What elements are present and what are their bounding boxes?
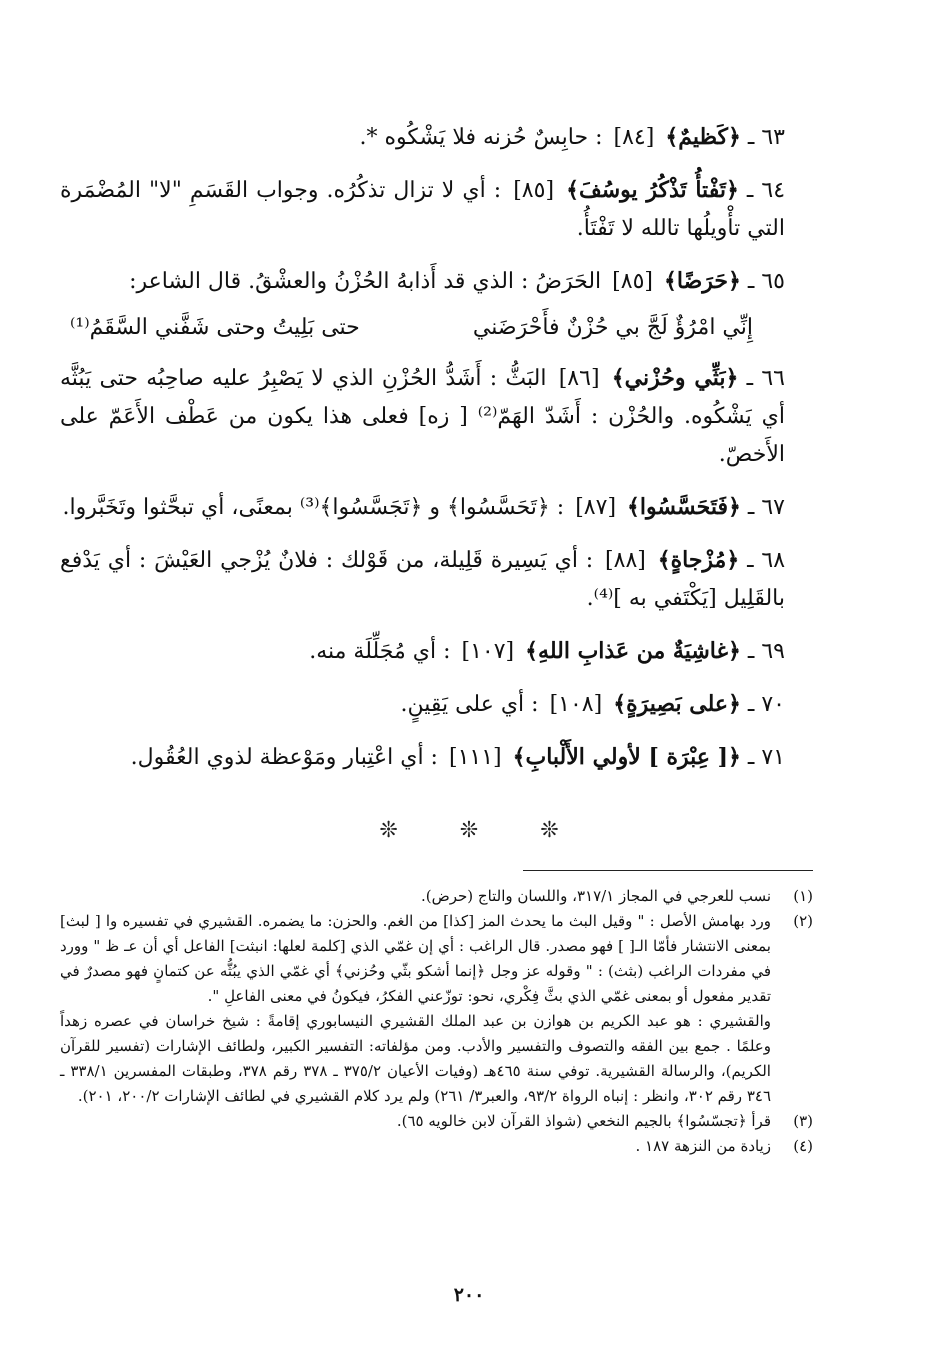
entry-number: ٦٧ ـ [747, 495, 785, 520]
verse-ref: [٨٥] [513, 178, 555, 203]
verse-ref: [٨٦] [558, 366, 600, 391]
asterism-star: ❊ [540, 818, 559, 843]
entry-text: الحَرَضُ : الذي قد أَذابهُ الحُزْنُ والعشْقُ. قال الشاعر: [129, 269, 602, 294]
entry-number: ٧١ ـ [747, 745, 785, 770]
footnotes [60, 884, 813, 1159]
entry-71 [60, 738, 785, 777]
entry-65 [60, 262, 785, 301]
entry-64 [60, 171, 785, 248]
entry-67 [60, 488, 785, 527]
entry-term: ﴿بَثِّي وحُزْني﴾ [611, 365, 739, 391]
footnote-divider [523, 870, 813, 871]
entry-term: ﴿فَتَحَسَّسُوا﴾ [627, 494, 741, 520]
footnote-text: زيادة من النزهة ١٨٧ . [635, 1137, 771, 1155]
entry-number: ٦٤ ـ [746, 178, 786, 203]
footnote-4 [60, 1134, 813, 1159]
entry-number: ٦٦ ـ [746, 366, 785, 391]
entry-text: : أي لا تزال تذكُرُه. وجواب القَسَمِ "لا" المُضْمَرة التي تأْويلُها تالله لا تَفْتَأُ. [60, 178, 785, 241]
footnote-3 [60, 1109, 813, 1134]
verse-ref: [٨٨] [605, 548, 646, 573]
entry-term: ﴿كَظيمٌ﴾ [665, 124, 741, 150]
footnote-text: قرأ ﴿تجسّسُوا﴾ بالجيم النخعي (شواذ القرآن لابن خالويه ٦٥). [396, 1112, 771, 1130]
footnote-number: (٤) [793, 1137, 813, 1155]
entry-term: ﴿غاشِيَةٌ من عَذابِ اللهِ﴾ [525, 638, 741, 664]
entry-term: ﴿[ عِبْرَة ] لأولي الأَلْبابِ﴾ [512, 744, 741, 770]
section-separator [0, 818, 938, 843]
entry-70 [60, 685, 785, 724]
entry-text: : أي على يَقِينٍ. [400, 692, 539, 717]
entry-text: : حابِسٌ حُزنه فلا يَشْكُوه *. [359, 125, 603, 150]
entry-66 [60, 359, 785, 474]
verse-ref: [٨٥] [612, 269, 653, 294]
footnote-1 [60, 884, 813, 909]
verse-first-hemistich: إِنِّي امْرُؤٌ لَجَّ بي حُزْنٌ فأَحْرَضَني [472, 315, 753, 340]
entry-term: ﴿حَرَضًا﴾ [664, 268, 741, 294]
footnote-2-continuation [60, 1009, 813, 1109]
asterism-star: ❊ [459, 818, 479, 843]
entry-68 [60, 541, 785, 618]
asterism-star: ❊ [379, 818, 398, 843]
entry-text: : أي مُجَلِّلَة منه. [309, 639, 451, 664]
footnote-2 [60, 909, 813, 1009]
entry-term: ﴿على بَصِيرَةٍ﴾ [613, 691, 741, 717]
verse-ref: [١٠٨] [549, 692, 603, 717]
entry-69 [60, 632, 785, 671]
entry-text: : أي اعْتِبار ومَوْعظة لذوي العُقُول. [130, 745, 438, 770]
entry-number: ٦٥ ـ [747, 269, 785, 294]
glossary-entries [60, 118, 813, 791]
page-number: ٢٠٠ [453, 1284, 485, 1306]
entry-number: ٦٣ ـ [747, 125, 785, 150]
verse-ref: [١٠٧] [461, 639, 515, 664]
verse-ref: [٨٤] [613, 125, 655, 150]
footnote-text: نسب للعرجي في المجاز ٣١٧/١، واللسان والتاج (حرض). [420, 887, 771, 905]
poetry-verse [60, 309, 813, 347]
entry-term: ﴿مُزْجاةٍ﴾ [657, 547, 740, 573]
entry-number: ٧٠ ـ [747, 692, 785, 717]
verse-second-hemistich: حتى بَلِيتُ وحتى شَفَّني السَّقَمُ⁽¹⁾ [70, 315, 360, 340]
footnote-number: (٣) [793, 1112, 813, 1130]
footnote-text: ورد بهامش الأصل : " وقيل البث ما يحدث المز [كذا] من الغم. والحزن: ما يضمره. القشيري في تفسيره وا [ لبث] بمعنى الانتشار فأمّا الـ[ ] فهو مصدر. قال الراغب : أي إن غمّي الذي [كلمة لعلها: انبثت] الفاعل أي أن عـ ظ " وورد في مفردات الراغب (بثث) : " وقوله عز وجل ﴿إنما أشكو بثّي وحُزني﴾ أي غمّي الذي يبُثُّه عن كتمانٍ فهو مصدرٌ في تقدير مفعول أو بمعنى غمّي الذي بثَّ فِكْري، نحو: توزّعني الفكرُ، فيكونُ في معنى الفاعلِ ". [60, 912, 771, 1005]
entry-text: : ﴿تَحَسَّسُوا﴾ و ﴿تَجَسَّسُوا﴾⁽³⁾ بمعنًى، أي تبحَّثوا وتَخَبَّروا. [62, 495, 565, 520]
entry-term: ﴿تَفْتأُ تَذْكُرُ يوسُفَ﴾ [566, 177, 739, 203]
entry-number: ٦٨ ـ [747, 548, 786, 573]
footnote-number: (١) [793, 887, 813, 905]
footnote-number: (٢) [793, 912, 813, 930]
verse-ref: [٨٧] [575, 495, 617, 520]
entry-text: : أي يَسِيرة قَلِيلة، من قَوْلك : فلانٌ يُزْجي العَيْشَ : أي يَدْفع بالقَلِيل [يَكْتَفي به ]⁽⁴⁾. [60, 548, 785, 611]
entry-63 [60, 118, 785, 157]
footnote-text: والقشيري : هو عبد الكريم بن هوازن بن عبد الملك القشيري النيسابوري إقامةً : شيخ خراسان في عصره زهداً وعلمًا . جمع بين الفقه والتصوف والتفسير والأدب. ومن مؤلفاته: التفسير الكبير، ولطائف الإشارات (تفسير للقرآن الكريم)، والرسالة القشيرية. توفي سنة ٤٦٥هـ (وفيات الأعيان ٣٧٥/٢ ـ ٣٧٨ رقم ٣٧٨، وطبقات المفسرين ٣٣٨/١ ـ ٣٤٦ رقم ٣٠٢، وانظر : إنباه الرواة ٩٣/٢، والعبر٣/ ٢٦١) ولم يرد كلام القشيري في لطائف الإشارات ٢٠٠/٢، ٢٠١). [60, 1012, 771, 1105]
entry-text: البَثُّ : أَشَدُّ الحُزْنِ الذي لا يَصْبِرُ عليه صاحِبُه حتى يَبُثَّه أي يَشْكُوه. والحُزْن : أَشَدّ الهَمّ⁽²⁾ [ زه] فعلى هذا يكون من عَطْف الأَعَمّ على الأَخصّ. [60, 366, 785, 467]
verse-ref: [١١١] [448, 745, 502, 770]
entry-number: ٦٩ ـ [747, 639, 785, 664]
